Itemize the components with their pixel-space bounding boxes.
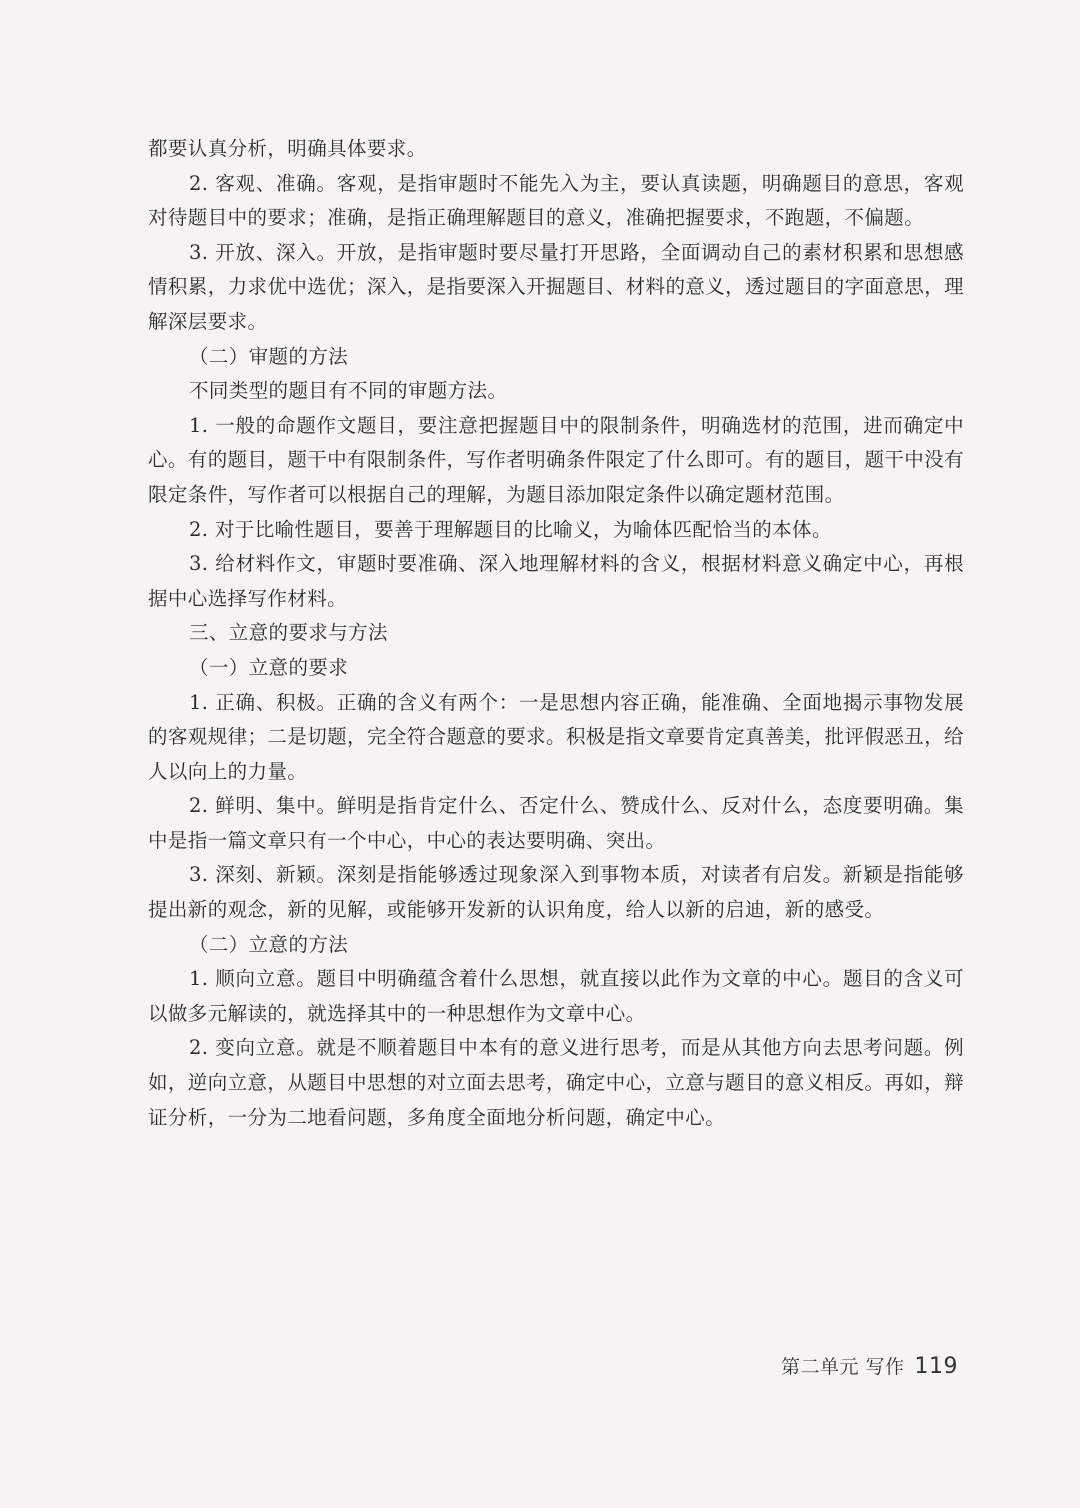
subheading-intent-requirements: （一）立意的要求 bbox=[188, 655, 349, 679]
paragraph-open-deep: 3. 开放、深入。开放，是指审题时要尽量打开思路，全面调动自己的素材积累和思想感情积累，力求优中选优；深入，是指要深入开掘题目、材料的意义，透过题目的字面意思，理解深层要求。 bbox=[148, 240, 964, 333]
paragraph-review-intro: 不同类型的题目有不同的审题方法。 bbox=[188, 379, 508, 403]
subheading-intent-methods: （二）立意的方法 bbox=[188, 932, 349, 956]
paragraph-clear-focused: 2. 鲜明、集中。鲜明是指肯定什么、否定什么、赞成什么、反对什么，态度要明确。集中是指一篇文章只有一个中心，中心的表达要明确、突出。 bbox=[148, 794, 964, 852]
paragraph-forward-intent: 1. 顺向立意。题目中明确蕴含着什么思想，就直接以此作为文章的中心。题目的含义可以做多元解读的，就选择其中的一种思想作为文章中心。 bbox=[148, 967, 964, 1025]
footer-section-title: 第二单元 写作 bbox=[780, 1356, 905, 1378]
section-heading-intent: 三、立意的要求与方法 bbox=[188, 621, 388, 645]
paragraph-metaphor-topic: 2. 对于比喻性题目，要善于理解题目的比喻义，为喻体匹配恰当的本体。 bbox=[188, 517, 832, 541]
paragraph-deep-novel: 3. 深刻、新颖。深刻是指能够透过现象深入到事物本质，对读者有启发。新颖是指能够提出新的观念，新的见解，或能够开发新的认识角度，给人以新的启迪，新的感受。 bbox=[148, 863, 964, 922]
page-footer bbox=[781, 1352, 958, 1379]
paragraph-material-essay: 3. 给材料作文，审题时要准确、深入地理解材料的含义，根据材料意义确定中心，再根据中心选择写作材料。 bbox=[148, 552, 964, 610]
subheading-review-methods: （二）审题的方法 bbox=[188, 344, 349, 368]
page-body bbox=[148, 132, 964, 1135]
paragraph-alternative-intent: 2. 变向立意。就是不顺着题目中本有的意义进行思考，而是从其他方向去思考问题。例如，逆向立意，从题目中思想的对立面去思考，确定中心，立意与题目的意义相反。再如，辩证分析，一分为二地看问题，多角度全面地分析问题，确定中心。 bbox=[148, 1036, 964, 1129]
paragraph-objective-accurate: 2. 客观、准确。客观，是指审题时不能先入为主，要认真读题，明确题目的意思，客观对待题目中的要求；准确，是指正确理解题目的意义，准确把握要求，不跑题，不偏题。 bbox=[148, 171, 964, 230]
paragraph-correct-positive: 1. 正确、积极。正确的含义有两个：一是思想内容正确，能准确、全面地揭示事物发展的客观规律；二是切题，完全符合题意的要求。积极是指文章要肯定真善美，批评假恶丑，给人以向上的力量。 bbox=[148, 690, 964, 783]
paragraph-continued: 都要认真分析，明确具体要求。 bbox=[148, 137, 427, 160]
page-number: 119 bbox=[914, 1354, 958, 1379]
paragraph-topic-essay: 1. 一般的命题作文题目，要注意把握题目中的限制条件，明确选材的范围，进而确定中心。有的题目，题干中有限制条件，写作者明确条件限定了什么即可。有的题目，题干中没有限定条件，写作者可以根据自己的理解，为题目添加限定条件以确定题材范围。 bbox=[148, 413, 964, 506]
